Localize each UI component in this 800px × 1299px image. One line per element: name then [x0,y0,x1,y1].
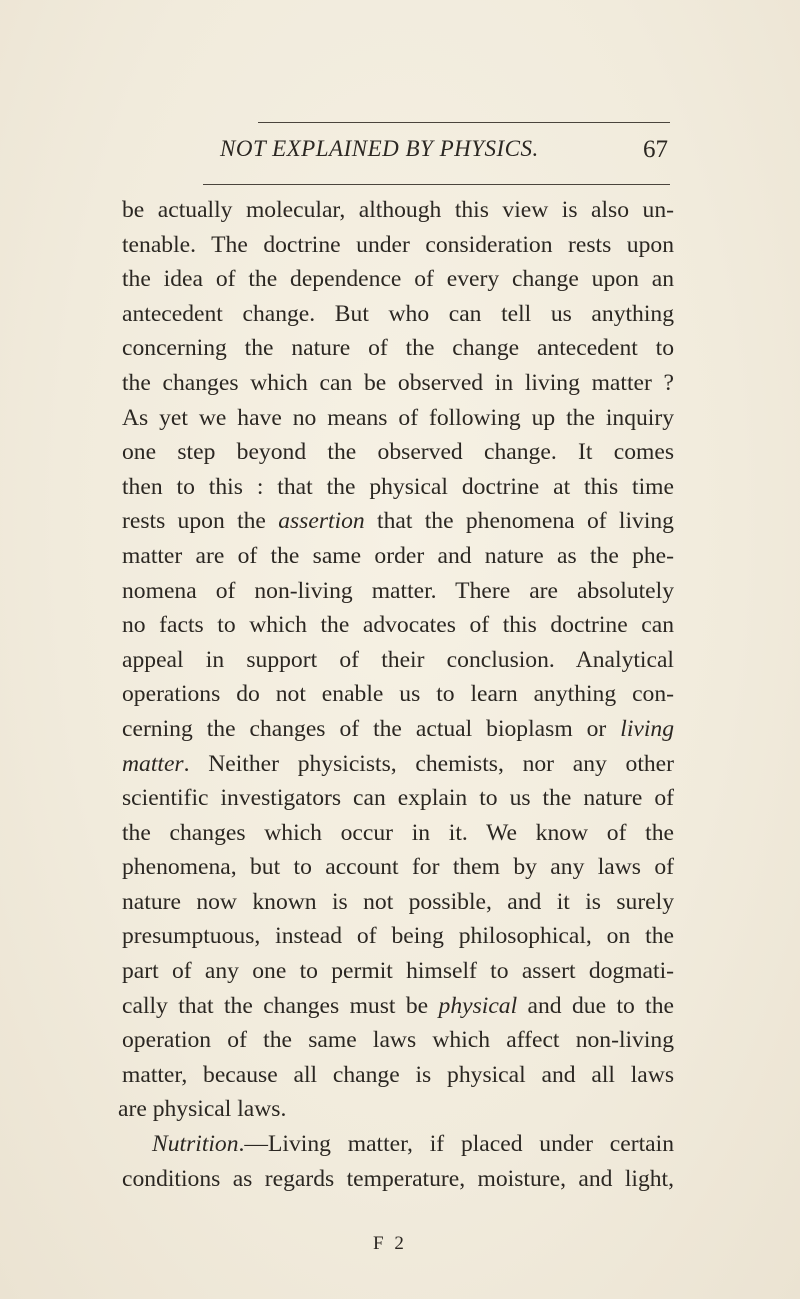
text-line: matter. Neither physicists, chemists, nor any other [122,750,674,777]
italic-word: Nutrition [152,1131,239,1158]
text-line: tenable. The doctrine under consideration rests upon [122,231,674,258]
text-line: the changes which occur in it. We know of the [122,819,674,846]
text-line: operation of the same laws which affect non-living [122,1027,674,1054]
text-line: matter are of the same order and nature as the phe- [122,542,674,569]
text-line: phenomena, but to account for them by any laws of [122,854,674,881]
text-line: no facts to which the advocates of this doctrine can [122,612,674,639]
page-header [122,136,668,170]
text-line: nature now known is not possible, and it is surely [122,888,674,915]
italic-word: living [620,715,674,742]
text-line: concerning the nature of the change antecedent to [122,335,674,362]
running-title: NOT EXPLAINED BY PHYSICS. [220,136,539,161]
paragraph-end-line: are physical laws. [118,1096,287,1123]
text-line: the changes which can be observed in living matter ? [122,369,674,396]
text-line: rests upon the assertion that the phenomena of living [122,508,674,535]
text-line: appeal in support of their conclusion. Analytical [122,646,674,673]
text-line: Nutrition.—Living matter, if placed under certain [152,1131,674,1158]
header-underline [203,184,670,185]
header-top-rule [258,122,670,123]
body-text [118,193,675,1196]
italic-word: assertion [278,508,365,535]
text-line: scientific investigators can explain to us the nature of [122,785,674,812]
text-line: then to this : that the physical doctrine at this time [122,473,674,500]
text-line: be actually molecular, although this view is also un- [122,197,674,223]
italic-word: matter [122,750,184,777]
text-line: conditions as regards temperature, moisture, and light, [122,1165,674,1192]
text-line: antecedent change. But who can tell us anything [122,300,674,327]
text-line: presumptuous, instead of being philosophical, on the [122,923,674,950]
text-line: the idea of the dependence of every change upon an [122,266,674,293]
signature-mark: F 2 [373,1233,407,1254]
italic-word: physical [438,992,518,1019]
text-line: part of any one to permit himself to assert dogmati- [122,958,674,985]
text-line: nomena of non-living matter. There are absolutely [122,577,674,604]
text-line: matter, because all change is physical and all laws [122,1061,674,1088]
text-line: cally that the changes must be physical and due to the [122,992,675,1019]
page-number: 67 [643,136,668,163]
text-line: As yet we have no means of following up the inquiry [122,404,674,431]
text-line: operations do not enable us to learn anything con- [122,681,674,708]
text-line: one step beyond the observed change. It comes [122,439,674,466]
text-line: cerning the changes of the actual bioplasm or living [122,715,674,742]
